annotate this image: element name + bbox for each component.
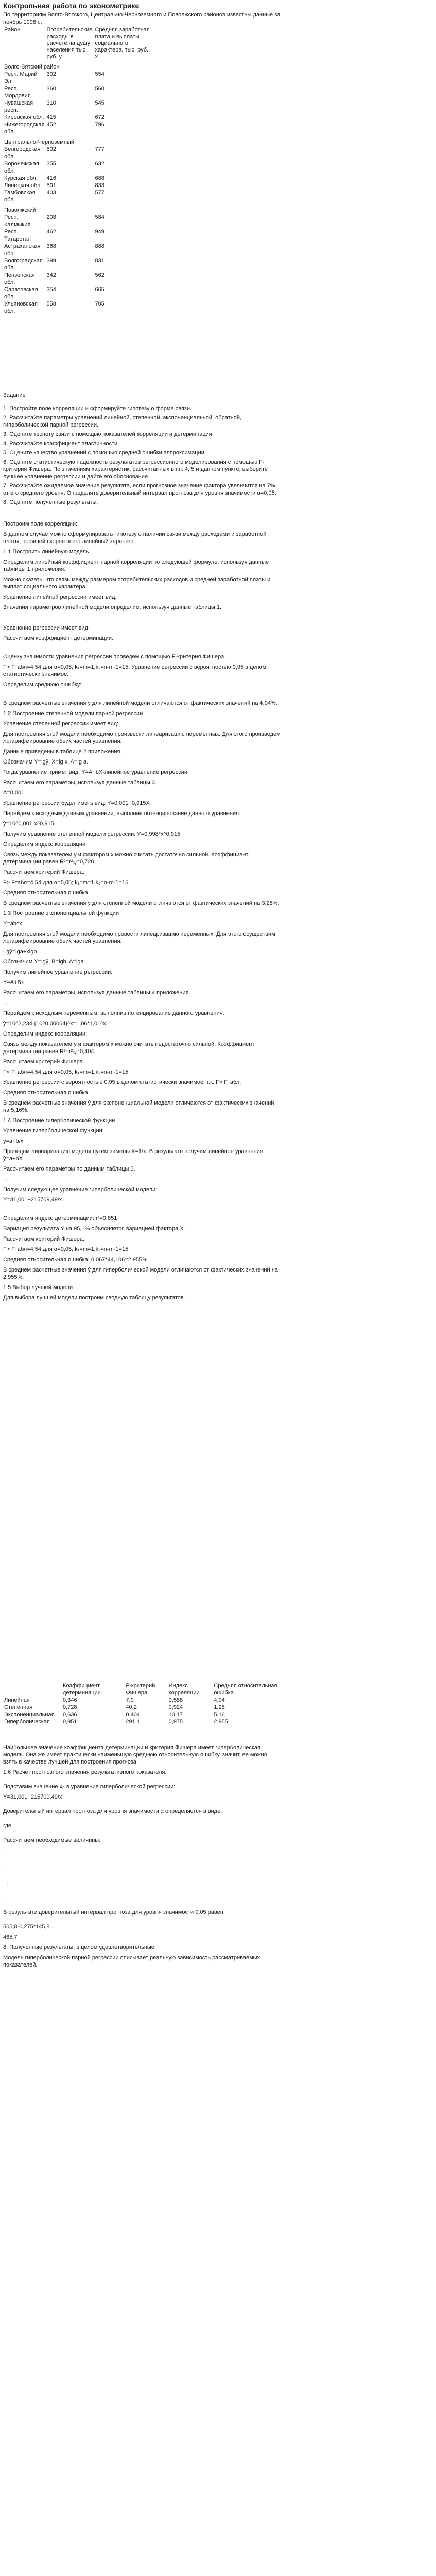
solution-paragraph: ŷ=a+b/x <box>3 1138 24 1144</box>
solution-paragraph: 1.1 Построить линейную модель. <box>3 549 91 555</box>
task-item: 8. Оцените полученные результаты. <box>3 499 98 505</box>
summary-cell: 0,728 <box>63 1704 77 1710</box>
conclusion-paragraph: ; <box>3 1866 5 1872</box>
cell-spending: 342 <box>46 272 56 278</box>
cell-spending: 416 <box>46 175 56 181</box>
table-row <box>3 160 153 175</box>
solution-paragraph: В среднем расчетные значения ŷ для экспоненциальной модели отличаются от фактических значений на 5,16%. <box>3 1100 274 1113</box>
solution-paragraph: Определим индекс корреляции: <box>3 1031 88 1037</box>
cell-spending: 360 <box>46 86 56 92</box>
doc-intro: По территориям Волго-Вятского, Центрально-Черноземного и Поволжского районов известны данные за ноябрь 1998 г.: <box>3 12 281 25</box>
cell-territory: Воронежская обл. <box>4 161 39 174</box>
table-row <box>3 114 153 121</box>
table-row <box>3 257 153 272</box>
cell-territory: Респ. Татарстан <box>4 229 31 242</box>
cell-territory: Липецкая обл. <box>4 182 42 189</box>
summary-row <box>3 1704 281 1711</box>
cell-wages: 831 <box>95 258 104 264</box>
solution-paragraph: Уравнение гиперболической функции: <box>3 1128 104 1134</box>
solution-paragraph: Уравнение линейной регрессии имеет вид: <box>3 594 117 600</box>
solution-paragraph: Рассчитаем его параметры по данным таблицы 5. <box>3 1166 135 1172</box>
solution-paragraph: В среднем расчетные значения ŷ для гиперболической модели отличаются от фактических значений на 2,955%. <box>3 1267 278 1280</box>
cell-territory: Саратовская обл. <box>4 286 38 300</box>
solution-paragraph: Перейдем к исходным данным уравнения, выполнив потенцирование данного уравнения: <box>3 810 241 817</box>
summary-cell: 0,404 <box>126 1711 140 1718</box>
cell-spending: 310 <box>46 100 56 106</box>
region-name: Поволжский <box>4 207 36 213</box>
cell-wages: 584 <box>95 214 104 221</box>
solution-paragraph: В данном случае можно сформулировать гипотезу о наличии связи между расходами и заработной платы, носящей скорее всего линейный характер. <box>3 531 267 545</box>
cell-territory: Нижегородская обл. <box>4 122 45 135</box>
cell-wages: 562 <box>95 272 104 278</box>
solution-paragraph: . . <box>3 1000 8 1006</box>
summary-cell: 7,9 <box>126 1697 134 1703</box>
summary-cell: 4,04 <box>214 1697 225 1703</box>
cell-wages: 577 <box>95 190 104 196</box>
summary-cell: 40,2 <box>126 1704 137 1710</box>
solution-paragraph: Обозначим Y=lgŷ, B=lgb, A=lga <box>3 959 84 965</box>
table-row <box>3 286 153 300</box>
cell-territory: Тамбовская обл. <box>4 190 36 203</box>
solution-paragraph: Lgŷ=lga+xlgb <box>3 948 37 955</box>
region-row <box>3 204 153 214</box>
conclusion-paragraph: 8. Полученные результаты, в целом удовлетворительные. <box>3 1944 156 1951</box>
task-item: 3. Оцените тесноту связи с помощью показателей корреляции и детерминации. <box>3 431 214 437</box>
table-row <box>3 182 153 189</box>
cell-wages: 796 <box>95 122 104 128</box>
cell-spending: 399 <box>46 258 56 264</box>
cell-territory: Кировская обл. <box>4 114 44 121</box>
table-row <box>3 146 153 160</box>
region-row <box>3 135 153 146</box>
cell-wages: 672 <box>95 114 104 121</box>
column-header-wages: Средняя заработная плата и выплаты социального характера, тыс. руб., х <box>95 27 150 60</box>
summary-cell: Степенная <box>4 1704 33 1710</box>
cell-spending: 208 <box>46 214 56 221</box>
solution-paragraph: Определим линейный коэффициент парной корреляции по следующей формуле, используя данные таблицы 1 приложения. <box>3 559 269 572</box>
solution-paragraph: Средняя относительная ошибка <box>3 1090 88 1096</box>
summary-cell: 0,975 <box>168 1719 183 1725</box>
conclusion-section <box>3 1744 281 1972</box>
task-item: 1. Постройте поле корреляции и сформируйте гипотезу о форме связи. <box>3 405 192 412</box>
table-row <box>3 300 153 315</box>
cell-wages: 554 <box>95 71 104 77</box>
tasks-heading: Задание <box>3 392 26 398</box>
conclusion-paragraph: Подставим значение xₚ в уравнение гиперболической регрессии: <box>3 1784 176 1790</box>
solution-paragraph: Рассчитаем критерий Фишера. <box>3 1059 84 1065</box>
data-table <box>3 27 153 315</box>
table-header-row <box>3 27 153 60</box>
solution-paragraph: Построим поле корреляции: <box>3 521 78 527</box>
conclusion-paragraph: 465,7 <box>3 1934 18 1940</box>
solution-paragraph: Для выбора лучшей модели построим сводную таблицу результатов. <box>3 1295 185 1301</box>
conclusion-paragraph: Рассчитаем необходимые величины: <box>3 1837 101 1843</box>
cell-territory: Астраханская обл. <box>4 243 41 257</box>
solution-paragraph: В среднем расчетные значения ŷ для линейной модели отличаются от фактических значений на 4,04%. <box>3 700 277 706</box>
cell-spending: 452 <box>46 122 56 128</box>
table-row <box>3 121 153 135</box>
cell-territory: Пензенская обл. <box>4 272 35 285</box>
solution-paragraph: Связь между показателем у и фактором х можно считать достаточно сильной. Коэффициент детерминации равен R²=r²ₓᵧ=0,728 <box>3 852 249 865</box>
summary-cell: Экспоненциальная <box>4 1711 55 1718</box>
cell-wages: 632 <box>95 161 104 167</box>
solution-paragraph: Уравнение регрессии с вероятностью 0,95 в целом статистически значимое, т.к. F> Fтабл. <box>3 1079 241 1086</box>
cell-spending: 501 <box>46 182 56 189</box>
solution-paragraph: Получим линейное уравнение регрессии: <box>3 969 113 975</box>
solution-paragraph: Уравнение регрессии имеет вид: <box>3 625 90 631</box>
cell-territory: Чувашская респ. <box>4 100 33 113</box>
solution-paragraph: 1.2 Построение степенной модели парной регрессии <box>3 710 143 717</box>
solution-paragraph: Рассчитаем критерий Фишера: <box>3 1236 84 1242</box>
solution-paragraph: F> Fтабл=4,54 для α=0,05; k₁=m=1,k₂=n-m-1=15. Уравнение регрессии с вероятностью 0,95 в целом статистически значимое. <box>3 664 267 677</box>
solution-paragraph: ŷ=10^0,001·x^0,915 <box>3 821 54 827</box>
summary-header-row <box>3 1682 281 1697</box>
cell-wages: 560 <box>95 86 104 92</box>
source-data-table <box>3 27 219 315</box>
conclusion-paragraph: 1.6 Расчет прогнозного значения результативного показателя. <box>3 1769 167 1775</box>
solution-paragraph: Для построения этой модели необходимо провести линеаризацию переменных. Для этого осуществим логарифмирование обеих частей уравнения: <box>3 931 275 944</box>
cell-territory: Респ. Калмыкия <box>4 214 31 228</box>
summary-cell: 0,951 <box>63 1719 77 1725</box>
solution-paragraph: В среднем расчетные значения ŷ для степенной модели отличаются от фактических значений на 3,28%. <box>3 900 280 906</box>
summary-row <box>3 1711 281 1718</box>
cell-territory: Респ. Мордовия <box>4 86 31 99</box>
solution-paragraph: F< Fтабл=4,54 для α=0,05; k₁=m=1,k₂=n-m-1=15 <box>3 1069 129 1075</box>
solution-paragraph: Рассчитаем критерий Фишера: <box>3 869 84 875</box>
summary-header: F-критерий Фишера <box>126 1683 155 1696</box>
solution-paragraph: Связь между показателем у и фактором х можно считать недостаточно сильной. Коэффициент детерминации равен R²=r²ₓᵧ=0,404 <box>3 1041 255 1055</box>
summary-cell: 5,16 <box>214 1711 225 1718</box>
solution-paragraph: Значения параметров линейной модели определим, используя данные таблицы 1. <box>3 604 222 611</box>
solution-paragraph: Получим следующее уравнение гиперболической модели: <box>3 1187 158 1193</box>
summary-cell: Линейная <box>4 1697 30 1703</box>
solution-paragraph: Y=A+Bx <box>3 979 24 986</box>
table-row <box>3 243 153 257</box>
cell-territory: Ульяновская обл. <box>4 301 38 314</box>
table-row <box>3 71 153 85</box>
cell-wages: 888 <box>95 243 104 249</box>
conclusion-paragraph: . <box>3 1895 5 1901</box>
solution-paragraph: Оценку значимости уравнения регрессии проведем с помощью F-критерия Фишера. <box>3 654 226 660</box>
cell-wages: 665 <box>95 286 104 293</box>
solution-paragraph: Вариация результата Y на 95,1% объясняется вариацией фактора X. <box>3 1226 185 1232</box>
solution-paragraph: Y=ab^x <box>3 921 22 927</box>
conclusion-paragraph: Наибольшее значение коэффициента детерминации и критерия Фишера имеет гиперболическая модель. Она же имеет практически наименьшую среднюю относительную ошибку, значит, ее можно взять в качестве лучшей для построения прогноза. <box>3 1744 268 1765</box>
table-row <box>3 214 153 228</box>
cell-spending: 462 <box>46 229 56 235</box>
summary-cell: 0,346 <box>63 1697 77 1703</box>
summary-header: Индекс корреляции <box>168 1683 200 1696</box>
cell-wages: 949 <box>95 229 104 235</box>
summary-cell: 0,588 <box>168 1697 183 1703</box>
solution-paragraph: . . <box>3 1176 8 1182</box>
table-row <box>3 189 153 204</box>
summary-cell: Гиперболическая <box>4 1719 50 1725</box>
solution-paragraph: A=0,001 <box>3 790 25 796</box>
task-item: 6. Оцените статистическую надежность результатов регрессионного моделирования с помощью F-критерия Фишера. По значениям характеристик, рассчитанных в пп. 4, 5 и данном пункте, выберите лучшее уравнение регрессии и дайте его обоснование. <box>3 459 268 480</box>
table-row <box>3 85 153 99</box>
solution-section <box>3 520 281 1304</box>
summary-header: Средняя относительная ошибка <box>214 1683 277 1696</box>
column-header-spending: Потребительские расходы в расчете на душу населения тыс. руб. у <box>46 27 93 60</box>
tasks-section <box>3 392 281 508</box>
conclusion-paragraph: ; <box>3 1852 5 1858</box>
cell-wages: 833 <box>95 182 104 189</box>
solution-paragraph: Можно сказать, что связь между размером потребительских расходов и средней заработной платы и выплат социального характера. <box>3 577 271 590</box>
region-name: Волго-Вятский район <box>4 64 60 70</box>
table-row <box>3 228 153 243</box>
task-item: 5. Оцените качество уравнений с помощью средней ошибки аппроксимации. <box>3 450 206 456</box>
conclusion-paragraph: Y=31,001+215709,49/x <box>3 1794 62 1800</box>
solution-paragraph: Получим уравнение степенной модели регрессии: Y=0,998*x^0,915 <box>3 831 181 837</box>
solution-paragraph: Данные приведены в таблице 2 приложения. <box>3 749 122 755</box>
solution-paragraph: Уравнение степенной регрессии имеет вид: <box>3 721 119 727</box>
task-item: 4. Рассчитайте коэффициент эластичности. <box>3 440 119 447</box>
cell-spending: 558 <box>46 301 56 307</box>
solution-paragraph: Средняя относительная ошибка <box>3 890 88 896</box>
summary-table-section <box>3 1682 281 1725</box>
cell-spending: 302 <box>46 71 56 77</box>
cell-territory: Волгоградская обл. <box>4 258 43 271</box>
solution-paragraph: Определим индекс детерминации: r²=0,851 <box>3 1215 117 1222</box>
solution-paragraph: Тогда уравнение примет вид: Y=A+bX-линейное уравнение регрессии. <box>3 769 189 775</box>
summary-cell: 0,636 <box>63 1711 77 1718</box>
table-row <box>3 175 153 182</box>
table-row <box>3 99 153 114</box>
summary-header <box>3 1682 62 1697</box>
conclusion-paragraph: Модель гиперболической парной регрессии описывает реальную зависимость рассматриваемых показателей. <box>3 1955 260 1968</box>
conclusion-paragraph: 505,8-0,275*145,8 . <box>3 1924 53 1930</box>
solution-paragraph: Перейдем к исходным переменным, выполнив потенцирование данного уравнения: <box>3 1010 224 1016</box>
cell-spending: 355 <box>46 161 56 167</box>
solution-paragraph: 1.5 Выбор лучшей модели <box>3 1284 73 1291</box>
tasks-list <box>3 405 281 506</box>
region-row <box>3 60 153 71</box>
solution-paragraph: Определим индекс корреляции: <box>3 841 88 848</box>
cell-spending: 415 <box>46 114 56 121</box>
solution-paragraph: F> Fтабл=4,54 для α=0,05; k₁=m=1,k₂=n-m-1=15 <box>3 879 129 886</box>
table-row <box>3 272 153 286</box>
solution-paragraph: Рассчитаем его параметры, используя данные таблицы 3. <box>3 779 157 786</box>
region-name: Центрально-Черноземный <box>4 139 74 145</box>
task-item: 2. Рассчитайте параметры уравнений линейной, степенной, экспоненциальной, обратной, гиперболической парной регрессии. <box>3 415 242 428</box>
conclusion-paragraph: Доверительный интервал прогноза для уровня значимости α определяется в виде: <box>3 1808 222 1815</box>
doc-title: Контрольная работа по эконометрике <box>3 2 139 10</box>
cell-spending: 502 <box>46 146 56 152</box>
summary-cell: 1,28 <box>214 1704 225 1710</box>
summary-cell: 0,924 <box>168 1704 183 1710</box>
solution-paragraph: Определим среднюю ошибку: <box>3 682 82 688</box>
solution-paragraph: . . <box>3 615 8 621</box>
solution-paragraph: Y=31,001+215709,49/x <box>3 1197 62 1203</box>
cell-wages: 705 <box>95 301 104 307</box>
solution-paragraph: Обозначим Y=lgŷ, X=lg x, A=lg a. <box>3 759 89 765</box>
solution-paragraph: 1.4 Построение гиперболической функции <box>3 1117 115 1124</box>
summary-row <box>3 1697 281 1704</box>
cell-territory: Курская обл. <box>4 175 38 181</box>
column-header-region: Район <box>4 27 21 33</box>
cell-wages: 545 <box>95 100 104 106</box>
solution-paragraph: Проведем линеаризацию модели путем замены X=1/x. В результате получим линейное уравнение ŷ=a+bX <box>3 1148 263 1162</box>
solution-paragraph: ŷ=10^2,234·(10^0,00064)^x=1,06*1,01^x <box>3 1021 106 1027</box>
cell-wages: 688 <box>95 175 104 181</box>
summary-row <box>3 1718 281 1725</box>
conclusion-paragraph: В результате доверительный интервал прогноза для уровня значимости 0,05 равен: <box>3 1909 225 1916</box>
cell-spending: 368 <box>46 243 56 249</box>
solution-paragraph: Уравнение регрессии будет иметь вид: Y=0,001+0,915X <box>3 800 150 806</box>
summary-cell: 291,1 <box>126 1719 140 1725</box>
solution-paragraph: Рассчитаем его параметры, используя данные таблицы 4 приложения. <box>3 990 190 996</box>
solution-paragraph: F> Fтабл=4,54 для α=0,05; k₁=m=1,k₂=n-m-1=15 <box>3 1246 129 1252</box>
cell-wages: 777 <box>95 146 104 152</box>
cell-territory: Белгородская обл. <box>4 146 41 160</box>
solution-paragraph: Для построения этой модели необходимо произвести линеаризацию переменных. Для этого произведем логарифмирование обеих частей уравнения: <box>3 731 281 744</box>
summary-cell: 10,17 <box>168 1711 183 1718</box>
solution-paragraph: Средняя относительная ошибка: 0,067*44,106=2,955% <box>3 1257 148 1263</box>
cell-spending: 403 <box>46 190 56 196</box>
cell-territory: Респ. Марий Эл <box>4 71 38 84</box>
conclusion-paragraph: . ; <box>3 1880 8 1887</box>
task-item: 7. Рассчитайте ожидаемое значение результата, если прогнозное значение фактора увеличится на 7% от его среднего уровня. Определите доверительный интервал прогноза для уровня значимости α=0,05. <box>3 483 276 496</box>
cell-spending: 354 <box>46 286 56 293</box>
conclusion-paragraph: где <box>3 1823 12 1829</box>
summary-cell: 2,955 <box>214 1719 228 1725</box>
solution-paragraph: 1.3 Построение экспоненциальной функции <box>3 910 119 917</box>
summary-header: Коэффициент детерминации <box>63 1683 101 1696</box>
summary-table <box>3 1682 281 1725</box>
solution-paragraph: Рассчитаем коэффициент детерминации: <box>3 635 114 641</box>
